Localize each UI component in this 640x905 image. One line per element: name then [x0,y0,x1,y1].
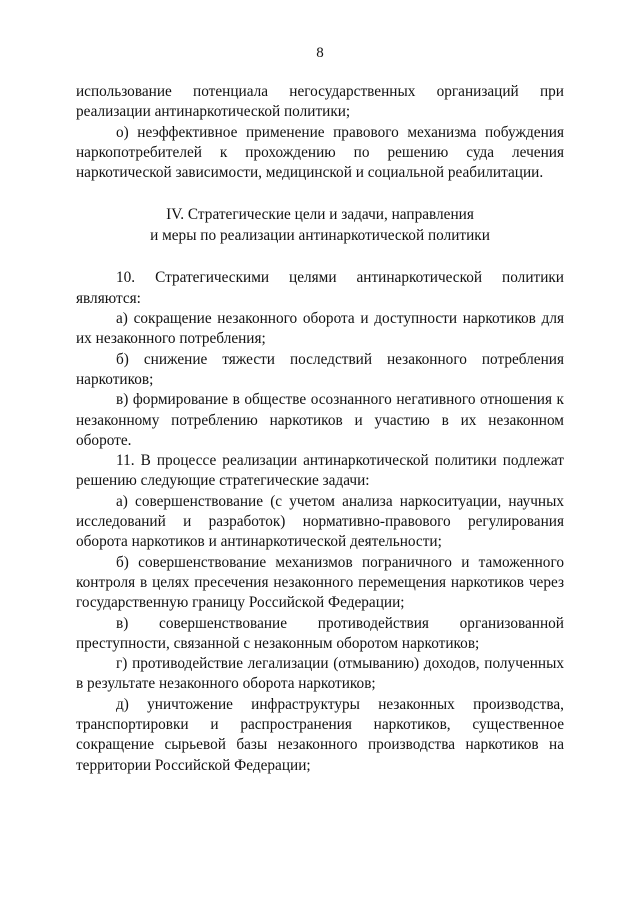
paragraph-11-d: д) уничтожение инфраструктуры незаконных производства, транспортировки и распространения наркотиков, существенное сокращение сырьевой базы незаконного производства наркотиков на территории Российской Федерации; [76,695,564,774]
section-heading-line-2: и меры по реализации антинаркотической политики [150,227,490,245]
paragraph-11: 11. В процессе реализации антинаркотической политики подлежат решению следующие стратегические задачи: [76,452,564,490]
paragraph-item-o: о) неэффективное применение правового механизма побуждения наркопотребителей к прохождению по решению суда лечения наркотической зависимости, медицинской и социальной реабилитации. [76,123,564,182]
paragraph-continuation: использование потенциала негосударственных организаций при реализации антинаркотической политики; [76,83,564,121]
section-heading [76,204,564,246]
paragraph-10-v: в) формирование в обществе осознанного негативного отношения к незаконному потреблению наркотиков и участию в их незаконном обороте. [76,391,564,449]
section-heading-line-1: IV. Стратегические цели и задачи, направления [166,206,474,224]
paragraph-11-b: б) совершенствование механизмов пограничного и таможенного контроля в целях пресечения незаконного перемещения наркотиков через государственную границу Российской Федерации; [76,553,564,612]
paragraph-11-a: а) совершенствование (с учетом анализа наркоситуации, научных исследований и разработок) нормативно-правового регулирования оборота наркотиков и антинаркотической деятельности; [76,492,564,551]
paragraph-11-v: в) совершенствование противодействия организованной преступности, связанной с незаконным оборотом наркотиков; [76,614,564,652]
page-number: 8 [316,45,324,61]
document-body [76,82,564,776]
paragraph-10-b: б) снижение тяжести последствий незаконного потребления наркотиков; [76,350,564,388]
paragraph-10: 10. Стратегическими целями антинаркотической политики являются: [76,269,564,307]
paragraph-10-a: а) сокращение незаконного оборота и доступности наркотиков для их незаконного потребления; [76,310,564,348]
paragraph-11-g: г) противодействие легализации (отмыванию) доходов, полученных в результате незаконного оборота наркотиков; [76,655,564,693]
